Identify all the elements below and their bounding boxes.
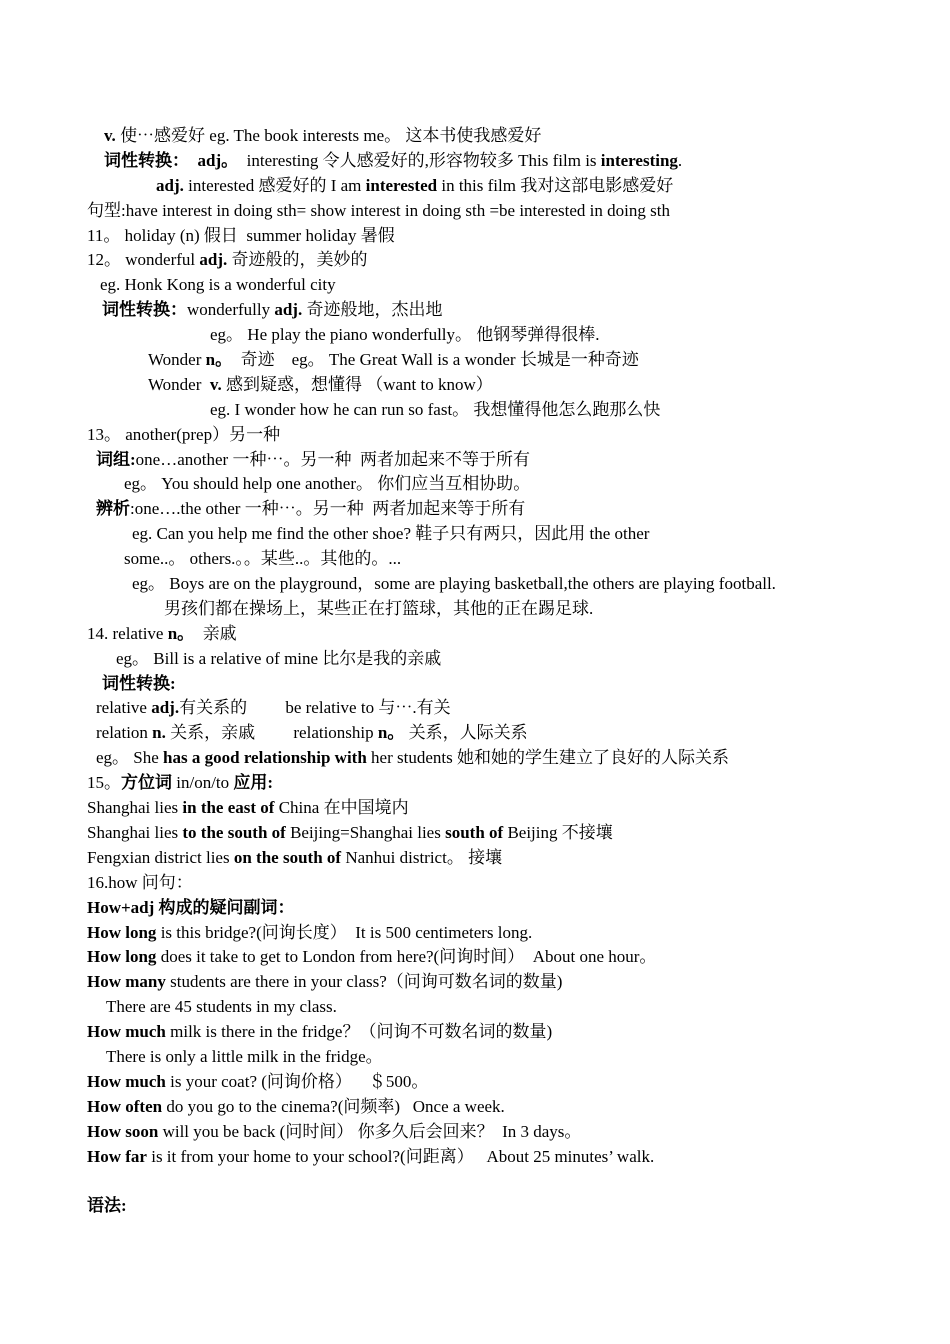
text-segment: eg。 She xyxy=(96,748,164,768)
text-segment: 感到疑惑，想懂得 （want to know） xyxy=(221,374,493,394)
text-line xyxy=(0,1070,950,1095)
text-line xyxy=(0,348,950,373)
text-segment: 词性转换： xyxy=(102,300,187,320)
text-segment: eg。 Boys are on the playground，some are playing basketball,the others are playing football. xyxy=(132,574,776,594)
text-line xyxy=(0,846,950,871)
text-segment: adj. xyxy=(156,175,184,195)
text-segment: Beijing=Shanghai lies xyxy=(285,822,446,842)
text-line xyxy=(0,373,950,398)
text-segment: v. xyxy=(104,126,116,145)
text-segment: eg. Honk Kong is a wonderful city xyxy=(100,275,336,295)
text-line xyxy=(0,448,950,473)
text-segment: wonderfully xyxy=(187,300,275,320)
text-line xyxy=(0,224,950,249)
text-line xyxy=(0,522,950,547)
text-segment: adj. xyxy=(274,300,303,320)
text-segment: some..。 others.。。某些..。其他的。... xyxy=(124,549,402,569)
text-segment: 男孩们都在操场上，某些正在打篮球，其他的正在踢足球. xyxy=(164,598,594,618)
text-line xyxy=(0,721,950,746)
text-segment: How far xyxy=(87,1146,147,1166)
text-segment: milk is there in the fridge？（问询不可数名词的数量) xyxy=(165,1022,553,1042)
text-line xyxy=(0,472,950,497)
text-segment: Nanhui district。 接壤 xyxy=(341,847,503,867)
text-segment: eg。 You should help one another。 你们应当互相协助。 xyxy=(124,474,531,494)
text-segment: v. xyxy=(209,374,222,394)
text-segment: has a good relationship with xyxy=(163,748,367,768)
text-line xyxy=(0,647,950,672)
text-line xyxy=(0,199,950,224)
text-segment: How long xyxy=(87,922,157,942)
text-segment: How much xyxy=(87,1071,166,1091)
text-line xyxy=(0,821,950,846)
text-segment: 12。 wonderful xyxy=(87,250,200,270)
text-segment: does it take to get to London from here?(问询时间） About one hour。 xyxy=(156,947,657,967)
text-line xyxy=(0,995,950,1020)
text-segment: eg. Can you help me find the other shoe? 鞋子只有两只，因此用 the other xyxy=(132,524,650,544)
text-segment: 13。 another(prep）另一种 xyxy=(87,424,281,444)
text-segment: n。 xyxy=(377,723,405,743)
text-segment: n。 xyxy=(205,350,233,370)
text-line xyxy=(0,871,950,896)
text-segment: is this bridge?(问询长度） It is 500 centimeters long. xyxy=(156,922,533,942)
text-segment: 奇迹般地，杰出地 xyxy=(302,300,443,320)
text-line xyxy=(0,572,950,597)
text-segment: in the east of xyxy=(182,798,275,818)
text-segment: in/on/to xyxy=(172,773,234,793)
text-segment: Shanghai lies xyxy=(87,822,183,842)
text-line xyxy=(0,398,950,423)
text-segment: students are there in your class?（问询可数名词的数量) xyxy=(165,972,563,992)
text-segment: 词性转换： adj。 xyxy=(104,150,239,170)
text-segment: There are 45 students in my class. xyxy=(106,997,337,1017)
text-segment: How many xyxy=(87,972,166,992)
text-segment: one…another 一种⋯。另一种 两者加起来不等于所有 xyxy=(135,449,530,469)
text-line xyxy=(0,1045,950,1070)
text-segment: Fengxian district lies xyxy=(87,847,234,867)
document-page xyxy=(0,124,950,1219)
text-line xyxy=(0,149,950,174)
text-segment: How long xyxy=(87,947,157,967)
text-segment: 14. relative xyxy=(87,623,168,643)
text-segment: There is only a little milk in the fridge。 xyxy=(106,1046,383,1066)
text-segment: relation xyxy=(96,723,153,743)
text-segment: in this film 我对这部电影感爱好 xyxy=(437,175,674,195)
text-segment: 11。 holiday (n) 假日 summer holiday 暑假 xyxy=(87,225,395,245)
text-line xyxy=(0,248,950,273)
text-line xyxy=(0,497,950,522)
text-segment: adj. xyxy=(151,698,180,718)
text-segment: How+adj 构成的疑问副词： xyxy=(87,897,295,917)
text-line xyxy=(0,970,950,995)
text-line xyxy=(0,921,950,946)
text-line xyxy=(0,1020,950,1045)
text-segment: 有关系的 be relative to 与⋯.有关 xyxy=(179,698,451,718)
text-segment: . xyxy=(677,150,683,170)
text-segment: 奇迹般的，美妙的 xyxy=(227,250,368,270)
text-segment: Shanghai lies xyxy=(87,798,183,818)
text-segment: 词性转换: xyxy=(102,673,176,693)
text-line xyxy=(0,896,950,921)
text-line xyxy=(0,1145,950,1170)
text-segment: Beijing 不接壤 xyxy=(503,822,613,842)
text-segment: 语法: xyxy=(87,1196,127,1216)
text-line xyxy=(0,323,950,348)
text-line xyxy=(0,796,950,821)
text-line xyxy=(0,273,950,298)
text-line xyxy=(0,672,950,697)
text-segment: eg。 Bill is a relative of mine 比尔是我的亲戚 xyxy=(116,648,442,668)
text-segment: Wonder xyxy=(148,350,206,370)
text-line xyxy=(0,622,950,647)
text-segment: will you be back (问时间） 你多久后会回来？ In 3 days。 xyxy=(158,1121,582,1141)
text-line xyxy=(0,746,950,771)
text-segment: relative xyxy=(96,698,152,718)
text-segment: 关系，亲戚 relationship xyxy=(165,723,378,743)
text-segment: 应用: xyxy=(233,773,274,793)
text-segment: How often xyxy=(87,1096,163,1116)
text-segment: interesting 令人感爱好的,形容物较多 This film is xyxy=(238,150,601,170)
text-line xyxy=(0,174,950,199)
text-segment: 16.how 问句： xyxy=(87,872,193,892)
text-line xyxy=(0,1169,950,1194)
text-line xyxy=(0,696,950,721)
text-segment: Wonder xyxy=(148,374,210,394)
text-line xyxy=(0,771,950,796)
text-segment: eg。 He play the piano wonderfully。 他钢琴弹得很棒. xyxy=(210,325,600,345)
text-segment: How soon xyxy=(87,1121,159,1141)
text-segment: to the south of xyxy=(182,822,286,842)
text-segment: on the south of xyxy=(233,847,342,867)
text-segment: 亲戚 xyxy=(194,623,237,643)
text-segment: her students 她和她的学生建立了良好的人际关系 xyxy=(366,748,729,768)
text-segment: adj. xyxy=(199,250,228,270)
text-line xyxy=(0,1194,950,1219)
text-segment: 15。 xyxy=(87,773,121,793)
text-segment: n. xyxy=(152,723,166,743)
text-segment: :one….the other 一种⋯。另一种 两者加起来等于所有 xyxy=(130,499,526,519)
text-segment: interested xyxy=(365,175,438,195)
text-line xyxy=(0,597,950,622)
text-segment: is your coat? (问询价格） ＄500。 xyxy=(165,1071,429,1091)
text-segment: is it from your home to your school?(问距离） About 25 minutes’ walk. xyxy=(146,1146,655,1166)
text-segment: interesting xyxy=(600,150,678,170)
text-segment: n。 xyxy=(167,623,195,643)
text-segment: 使⋯感爱好 eg. The book interests me。 这本书使我感爱好 xyxy=(115,126,542,145)
text-segment: 辨析 xyxy=(96,499,130,519)
text-segment: interested 感爱好的 I am xyxy=(183,175,366,195)
text-segment: China 在中国境内 xyxy=(274,798,409,818)
text-segment: 句型:have interest in doing sth= show interest in doing sth =be interested in doing sth xyxy=(87,200,670,220)
text-segment: do you go to the cinema?(问频率) Once a week. xyxy=(162,1096,505,1116)
text-line xyxy=(0,124,950,149)
text-line xyxy=(0,945,950,970)
text-line xyxy=(0,423,950,448)
text-segment: 关系，人际关系 xyxy=(404,723,528,743)
text-line xyxy=(0,1095,950,1120)
text-segment: How much xyxy=(87,1022,166,1042)
text-segment: south of xyxy=(445,822,504,842)
text-line xyxy=(0,547,950,572)
text-line xyxy=(0,1120,950,1145)
text-segment: 词组: xyxy=(96,449,136,469)
text-line xyxy=(0,298,950,323)
text-segment: 奇迹 eg。 The Great Wall is a wonder 长城是一种奇迹 xyxy=(232,350,639,370)
text-segment: eg. I wonder how he can run so fast。 我想懂得他怎么跑那么快 xyxy=(210,399,661,419)
text-segment: 方位词 xyxy=(121,773,172,793)
